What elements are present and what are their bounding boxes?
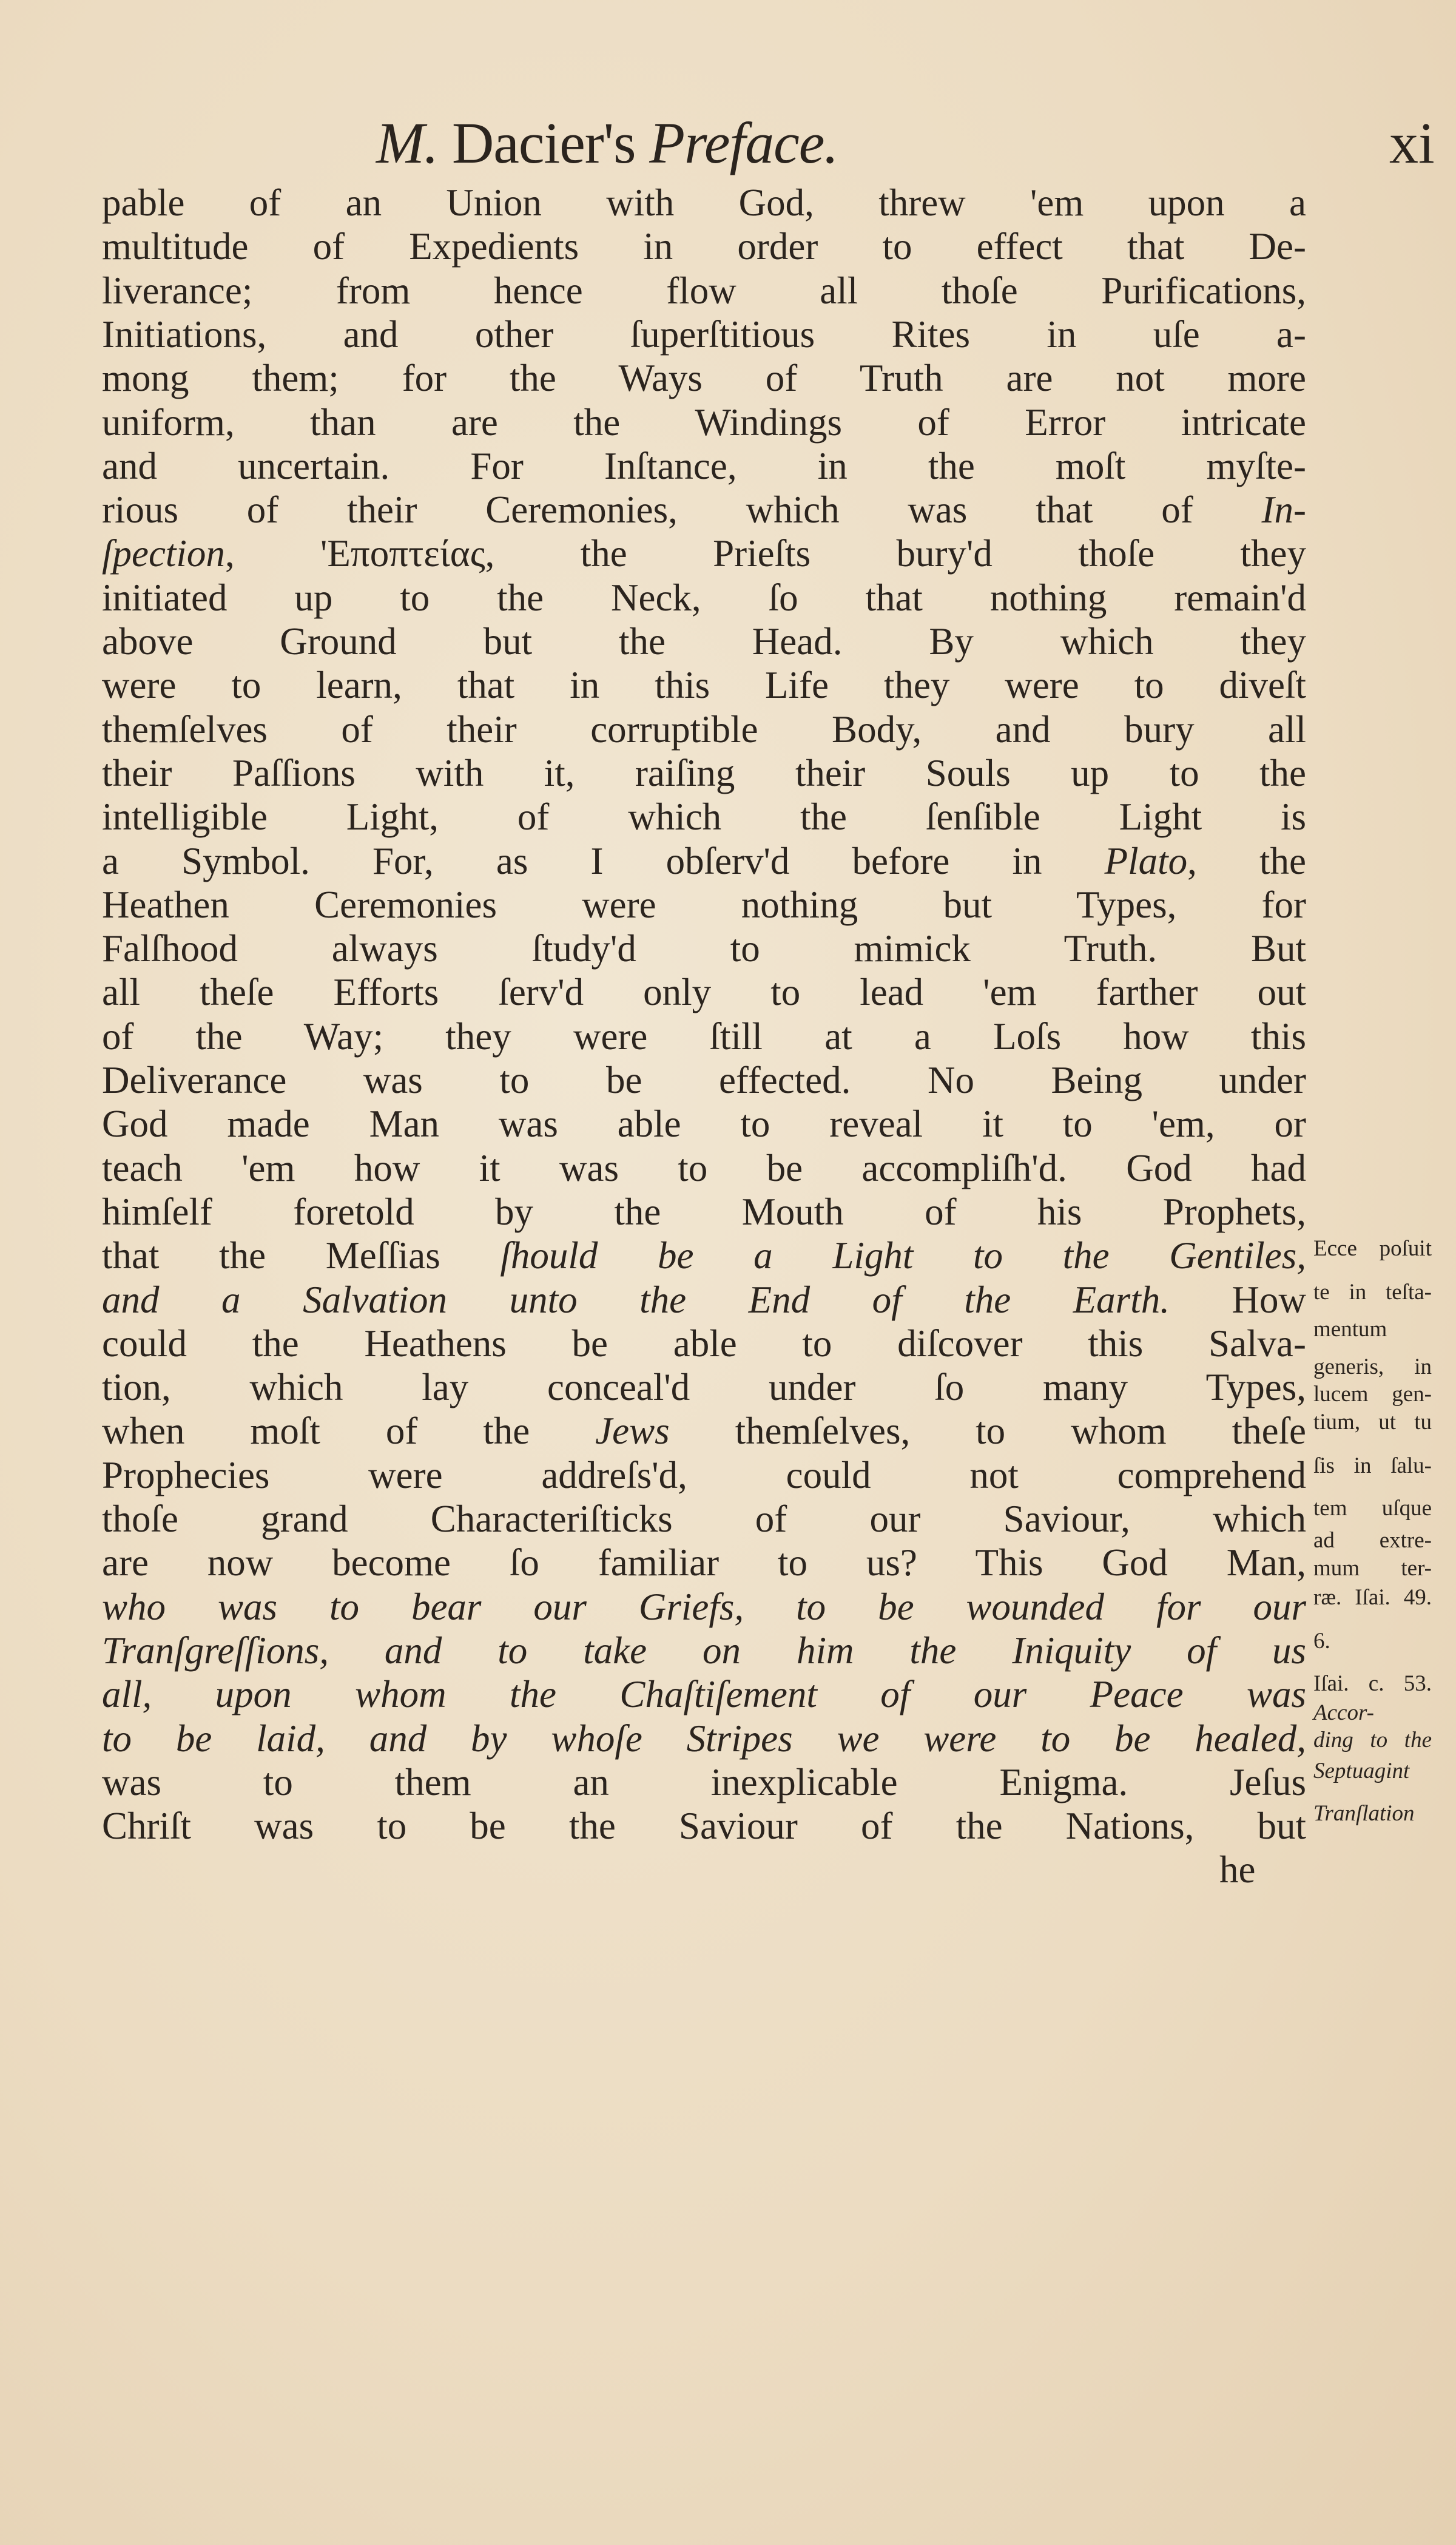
italic-text: Jews	[595, 1410, 670, 1453]
margin-note-line: ad extre-	[1313, 1528, 1432, 1553]
text-segment: thoſe grand Characteriſticks of our Saviour, which	[102, 1498, 1306, 1540]
text-segment: How	[1169, 1278, 1306, 1321]
italic-text: who was to bear our Griefs, to be wounded for our	[102, 1585, 1306, 1628]
text-line	[102, 1585, 1306, 1629]
text-line	[102, 795, 1306, 839]
margin-note-line: lucem gen-	[1313, 1382, 1432, 1407]
text-line	[102, 1365, 1306, 1409]
running-head	[0, 109, 1456, 182]
text-line	[102, 444, 1306, 488]
page-number: xi	[1389, 110, 1435, 175]
margin-note-line: tium, ut tu	[1313, 1409, 1432, 1435]
margin-note-line: Iſai. c. 53.	[1313, 1671, 1432, 1696]
text-segment: themſelves of their corruptible Body, and bury all	[102, 708, 1306, 751]
text-segment: , 'Εποπτείας, the Prieſts bury'd thoſe they	[224, 532, 1306, 575]
text-line	[102, 532, 1306, 575]
text-line	[102, 356, 1306, 400]
text-line	[102, 401, 1306, 444]
text-line	[102, 1541, 1306, 1584]
text-segment: all theſe Efforts ſerv'd only to lead 'em farther out	[102, 971, 1306, 1014]
text-line	[102, 620, 1306, 663]
margin-note-line: 6.	[1313, 1629, 1330, 1654]
text-segment: when moſt of the	[102, 1410, 596, 1453]
text-segment: himſelf foretold by the Mouth of his Prophets,	[102, 1190, 1306, 1233]
margin-note-line: ræ. Iſai. 49.	[1313, 1584, 1432, 1610]
italic-text: ſpection	[102, 532, 225, 575]
italic-text: and a Salvation unto the End of the Earth.	[102, 1278, 1170, 1321]
text-segment: mong them; for the Ways of Truth are not more	[102, 357, 1306, 400]
margin-note-line: Septuagint	[1313, 1759, 1410, 1784]
text-line	[102, 1058, 1306, 1102]
text-line	[102, 1190, 1306, 1234]
text-line	[102, 1497, 1306, 1541]
text-line	[102, 1409, 1306, 1453]
margin-note-line: Ecce poſuit	[1313, 1235, 1432, 1261]
text-line	[102, 1102, 1306, 1146]
margin-note-line: Accor-	[1313, 1700, 1374, 1725]
text-segment: are now become ſo familiar to us? This God Man,	[102, 1541, 1306, 1584]
text-segment: of the Way; they were ſtill at a Loſs how this	[102, 1015, 1306, 1058]
text-segment: tion, which lay conceal'd under ſo many Types,	[102, 1366, 1306, 1409]
text-segment: rious of their Ceremonies, which was that of	[102, 488, 1262, 532]
margin-note-line: ding to the	[1313, 1728, 1432, 1753]
text-line	[102, 1804, 1306, 1848]
text-line	[102, 1234, 1306, 1277]
text-line	[102, 1629, 1306, 1672]
text-segment: their Paſſions with it, raiſing their Souls up to the	[102, 751, 1306, 794]
text-segment: above Ground but the Head. By which they	[102, 620, 1306, 663]
text-segment: intelligible Light, of which the ſenſible Light is	[102, 796, 1306, 839]
text-segment: multitude of Expedients in order to effect that De-	[102, 225, 1306, 268]
text-segment: , the	[1187, 839, 1306, 882]
text-line	[102, 839, 1306, 883]
text-segment: teach 'em how it was to be accompliſh'd. God had	[102, 1146, 1306, 1189]
text-line	[102, 1717, 1306, 1760]
text-line	[102, 1146, 1306, 1190]
margin-note-line: mentum	[1313, 1317, 1387, 1342]
text-segment: were to learn, that in this Life they were to diveſt	[102, 664, 1306, 707]
catchword: he	[1219, 1848, 1256, 1891]
margin-note-line: mum ter-	[1313, 1555, 1432, 1581]
text-line	[102, 181, 1306, 225]
italic-text: to be laid, and by whoſe Stripes we were to be healed,	[102, 1717, 1306, 1760]
text-segment: Initiations, and other ſuperſtitious Rites in uſe a-	[102, 313, 1306, 356]
text-line	[102, 313, 1306, 356]
text-segment: God made Man was able to reveal it to 'em, or	[102, 1103, 1306, 1146]
margin-note-line: Tranſlation	[1313, 1800, 1415, 1826]
italic-text: ſhould be a Light to the Gentiles,	[500, 1234, 1306, 1277]
margin-note-line: tem uſque	[1313, 1495, 1432, 1521]
text-line	[102, 1322, 1306, 1365]
running-title: M. Dacier's Preface.	[376, 110, 838, 175]
text-line	[102, 1760, 1306, 1804]
text-line	[102, 269, 1306, 313]
text-line	[102, 1015, 1306, 1058]
text-line	[102, 1278, 1306, 1322]
text-segment: Heathen Ceremonies were nothing but Types, for	[102, 883, 1306, 926]
text-line	[102, 1453, 1306, 1497]
text-line	[102, 1672, 1306, 1716]
text-segment: Prophecies were addreſs'd, could not comprehend	[102, 1453, 1306, 1496]
text-segment: a Symbol. For, as I obſerv'd before in	[102, 839, 1105, 882]
text-line	[102, 751, 1306, 795]
text-line	[102, 225, 1306, 268]
text-segment: pable of an Union with God, threw 'em upon a	[102, 181, 1306, 224]
text-segment: initiated up to the Neck, ſo that nothing remain'd	[102, 576, 1306, 619]
margin-note-line: ſis in ſalu-	[1313, 1453, 1432, 1479]
text-segment: that the Meſſias	[102, 1234, 500, 1277]
text-line	[102, 576, 1306, 620]
text-segment: could the Heathens be able to diſcover this Salva-	[102, 1322, 1306, 1365]
margin-note-line: te in teſta-	[1313, 1279, 1432, 1305]
text-line	[102, 970, 1306, 1014]
italic-text: Plato	[1104, 839, 1188, 882]
text-segment: themſelves, to whom theſe	[669, 1410, 1306, 1453]
text-segment: Deliverance was to be effected. No Being under	[102, 1059, 1306, 1101]
text-line	[102, 927, 1306, 970]
text-line	[102, 708, 1306, 751]
text-segment: Chriſt was to be the Saviour of the Nations, but	[102, 1805, 1306, 1848]
italic-text: Tranſgreſſions, and to take on him the Iniquity of us	[102, 1629, 1306, 1672]
text-line	[102, 883, 1306, 927]
italic-text: In-	[1261, 488, 1306, 532]
margin-note-line: generis, in	[1313, 1354, 1432, 1379]
text-segment: and uncertain. For Inſtance, in the moſt myſte-	[102, 444, 1306, 487]
text-segment: liverance; from hence flow all thoſe Purifications,	[102, 269, 1306, 312]
text-segment: uniform, than are the Windings of Error intricate	[102, 401, 1306, 444]
text-line	[102, 663, 1306, 707]
text-segment: Falſhood always ſtudy'd to mimick Truth. But	[102, 927, 1306, 970]
italic-text: all, upon whom the Chaſtiſement of our Peace was	[102, 1673, 1306, 1716]
text-line	[102, 488, 1306, 532]
text-segment: was to them an inexplicable Enigma. Jeſus	[102, 1760, 1306, 1803]
